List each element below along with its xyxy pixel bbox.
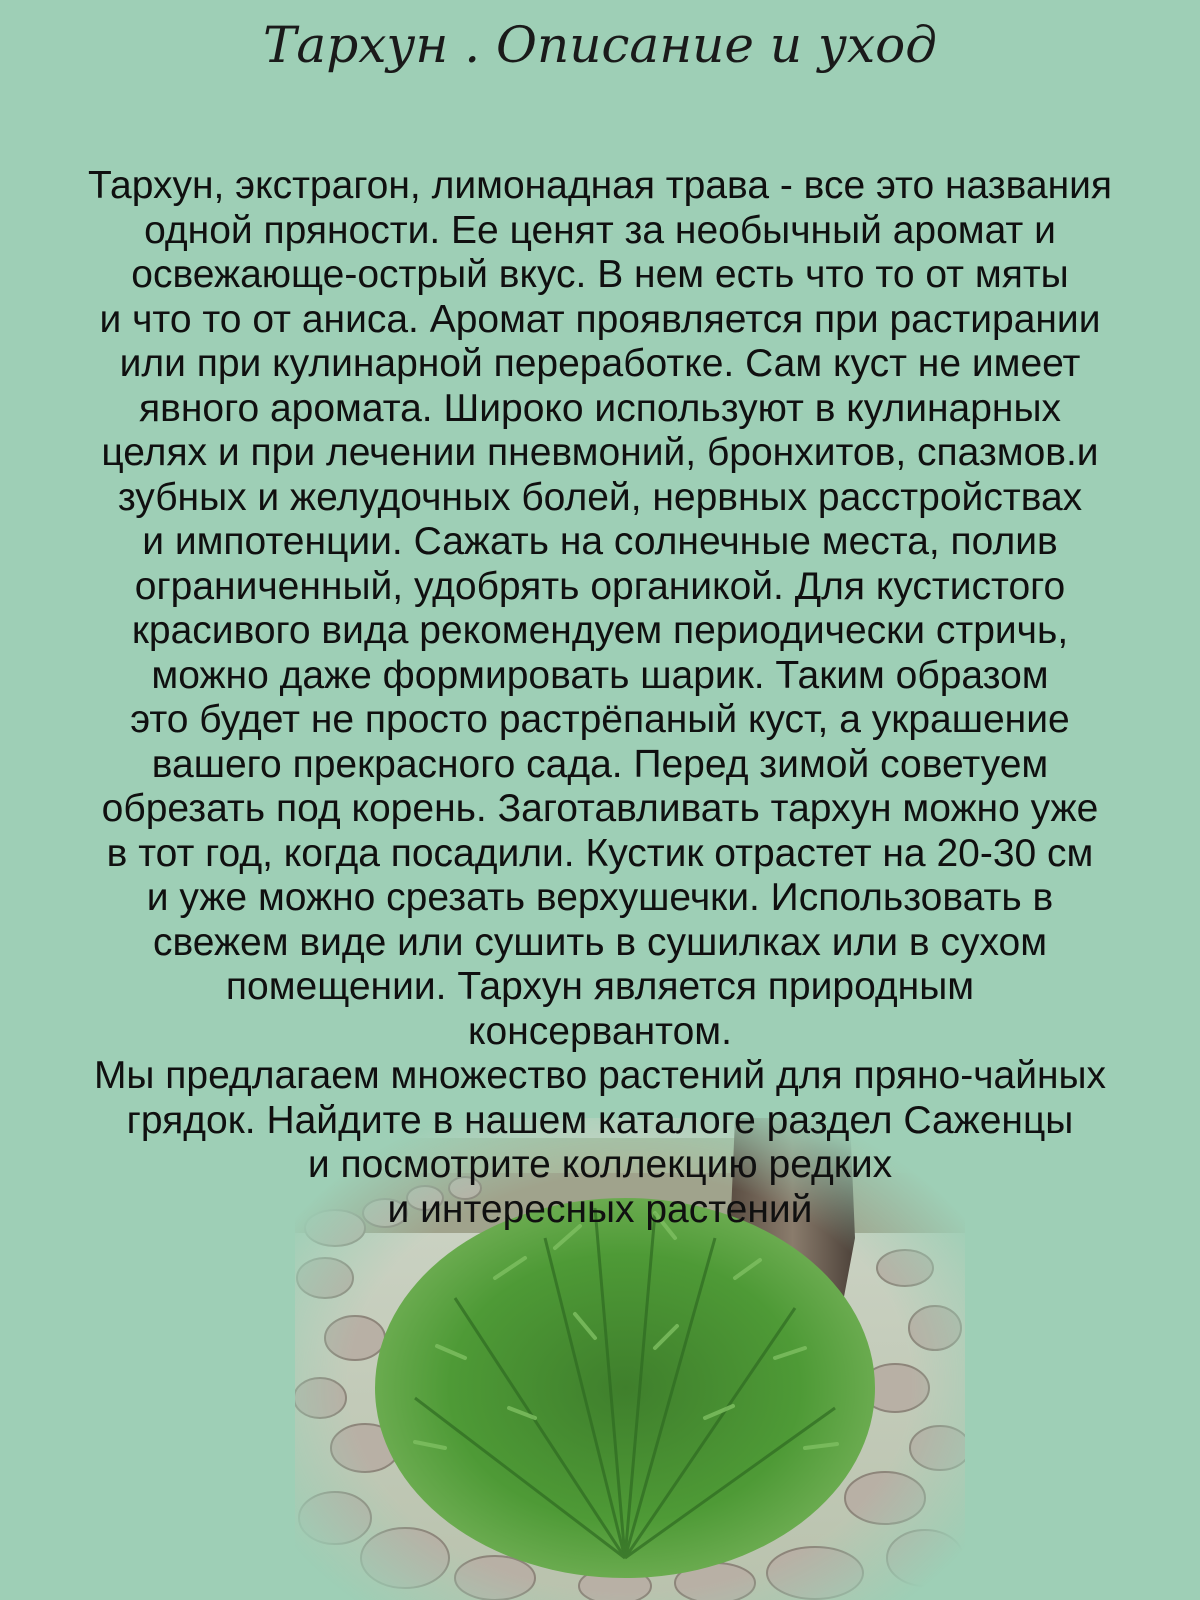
text-line: консервантом. (468, 1009, 732, 1053)
description-text (0, 164, 1200, 1232)
text-line: помещении. Тархун является природным (225, 965, 975, 1008)
text-line: можно даже формировать шарик. Таким образом (151, 653, 1049, 697)
text-line: обрезать под корень. Заготавливать тархун можно уже (101, 787, 1099, 830)
text-line: и уже можно срезать верхушечки. Использовать в (146, 876, 1054, 919)
text-line: свежем виде или сушить в сушилках или в сухом (152, 920, 1048, 964)
text-line: или при кулинарной переработке. Сам куст не имеет (119, 342, 1081, 385)
text-line: это будет не просто растрёпаный куст, а украшение (130, 698, 1070, 741)
text-line: одной пряности. Ее ценят за необычный аромат и (144, 208, 1056, 252)
text-line: вашего прекрасного сада. Перед зимой советуем (151, 742, 1049, 786)
text-line: и интересных растений (387, 1187, 813, 1231)
text-line: грядок. Найдите в нашем каталоге раздел Саженцы (126, 1098, 1074, 1142)
text-line: зубных и желудочных болей, нервных расстройствах (117, 475, 1083, 519)
text-line: целях и при лечении пневмоний, бронхитов, спазмов.и (101, 431, 1099, 474)
text-line: в тот год, когда посадили. Кустик отрастет на 20-30 см (106, 831, 1094, 875)
text-line: и что то от аниса. Аромат проявляется при растирании (99, 297, 1101, 341)
text-line: явного аромата. Широко используют в кулинарных (139, 386, 1061, 430)
text-line: и посмотрите коллекцию редких (307, 1143, 893, 1186)
text-line: ограниченный, удобрять органикой. Для кустистого (134, 564, 1066, 608)
text-line: Мы предлагаем множество растений для пряно-чайных (93, 1054, 1107, 1097)
text-line: Тархун, экстрагон, лимонадная трава - все это названия (87, 164, 1113, 207)
text-line: освежающе-острый вкус. В нем есть что то от мяты (131, 253, 1069, 296)
text-line: красивого вида рекомендуем периодически стричь, (131, 609, 1069, 652)
page-title: Тархун . Описание и уход (263, 16, 937, 74)
text-line: и импотенции. Сажать на солнечные места, полив (142, 520, 1058, 563)
